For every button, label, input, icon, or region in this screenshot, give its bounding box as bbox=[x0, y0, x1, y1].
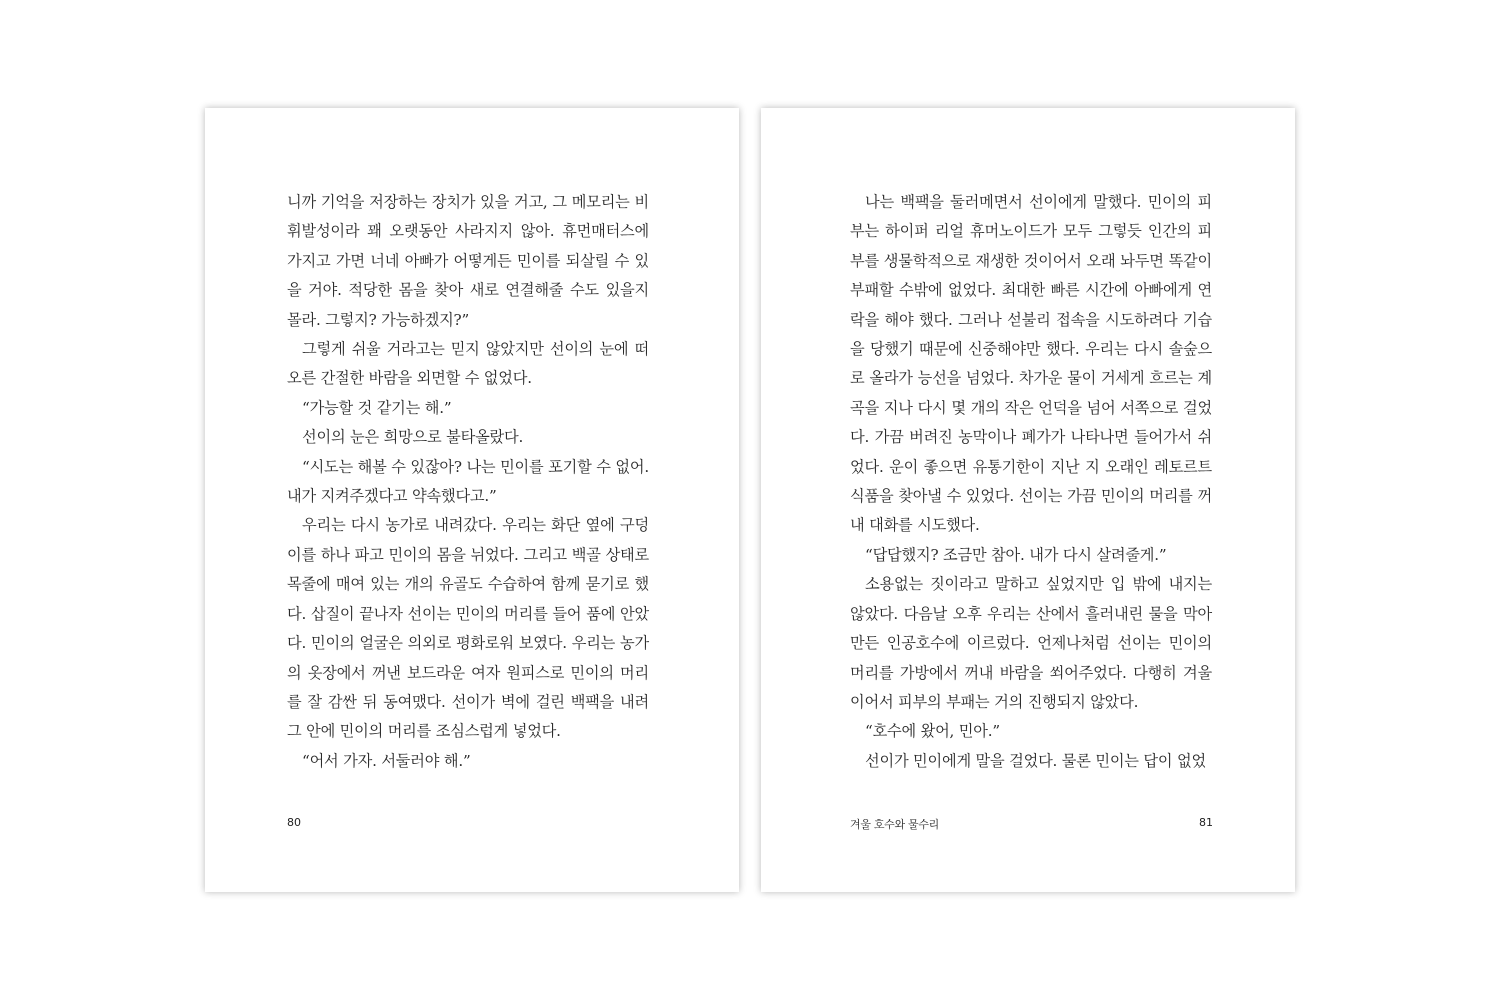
paragraph: “시도는 해볼 수 있잖아? 나는 민이를 포기할 수 없어. 내가 지켜주겠다고 약속했다고.” bbox=[287, 457, 649, 506]
page-number: 80 bbox=[287, 816, 301, 829]
paragraph: 우리는 다시 농가로 내려갔다. 우리는 화단 옆에 구덩이를 하나 파고 민이의 몸을 뉘었다. 그리고 백골 상태로 목줄에 매여 있는 개의 유골도 수습하여 함께 묻기로 했다. 삽질이 끝나자 선이는 민이의 머리를 들어 품에 안았다. 민이의 얼굴은 의외로 평화로워 보였다. 우리는 농가의 옷장에서 꺼낸 보드라운 여자 원피스로 민이의 머리를 잘 감싼 뒤 동여맸다. 선이가 벽에 걸린 백팩을 내려 그 안에 민이의 머리를 조심스럽게 넣었다. bbox=[287, 516, 649, 741]
paragraph: “어서 가자. 서둘러야 해.” bbox=[302, 751, 471, 770]
left-page bbox=[205, 108, 739, 892]
paragraph: 나는 백팩을 둘러메면서 선이에게 말했다. 민이의 피부는 하이퍼 리얼 휴머노이드가 모두 그렇듯 인간의 피부를 생물학적으로 재생한 것이어서 오래 놔두면 똑같이 부패할 수밖에 없었다. 최대한 빠른 시간에 아빠에게 연락을 해야 했다. 그러나 섣불리 접속을 시도하려다 기습을 당했기 때문에 신중해야만 했다. 우리는 다시 솔숲으로 올라가 능선을 넘었다. 차가운 물이 거세게 흐르는 계곡을 지나 다시 몇 개의 작은 언덕을 넘어 서쪽으로 걸었다. 가끔 버려진 농막이나 폐가가 나타나면 들어가서 쉬었다. 운이 좋으면 유통기한이 지난 지 오래인 레토르트식품을 찾아낼 수 있었다. 선이는 가끔 민이의 머리를 꺼내 대화를 시도했다. bbox=[850, 193, 1212, 535]
paragraph: 선이가 민이에게 말을 걸었다. 물론 민이는 답이 없었 bbox=[865, 751, 1206, 770]
paragraph: “답답했지? 조금만 참아. 내가 다시 살려줄게.” bbox=[865, 545, 1167, 564]
running-title: 겨울 호수와 물수리 bbox=[850, 818, 940, 831]
paragraph: 니까 기억을 저장하는 장치가 있을 거고, 그 메모리는 비휘발성이라 꽤 오랫동안 사라지지 않아. 휴먼매터스에 가지고 가면 너네 아빠가 어떻게든 민이를 되살릴 수 있을 거야. 적당한 몸을 찾아 새로 연결해줄 수도 있을지 몰라. 그렇지? 가능하겠지?” bbox=[287, 193, 649, 329]
right-page-body bbox=[850, 188, 1212, 776]
page-number: 81 bbox=[1199, 816, 1213, 829]
paragraph: 소용없는 짓이라고 말하고 싶었지만 입 밖에 내지는 않았다. 다음날 오후 우리는 산에서 흘러내린 물을 막아 만든 인공호수에 이르렀다. 언제나처럼 선이는 민이의 머리를 가방에서 꺼내 바람을 쐬어주었다. 다행히 겨울이어서 피부의 부패는 거의 진행되지 않았다. bbox=[850, 575, 1212, 711]
paragraph: “호수에 왔어, 민아.” bbox=[865, 722, 1000, 741]
right-page bbox=[761, 108, 1295, 892]
paragraph: 그렇게 쉬울 거라고는 믿지 않았지만 선이의 눈에 떠오른 간절한 바람을 외면할 수 없었다. bbox=[287, 340, 649, 388]
paragraph: “가능할 것 같기는 해.” bbox=[302, 398, 452, 417]
left-page-body bbox=[287, 188, 649, 776]
paragraph: 선이의 눈은 희망으로 불타올랐다. bbox=[302, 428, 524, 447]
